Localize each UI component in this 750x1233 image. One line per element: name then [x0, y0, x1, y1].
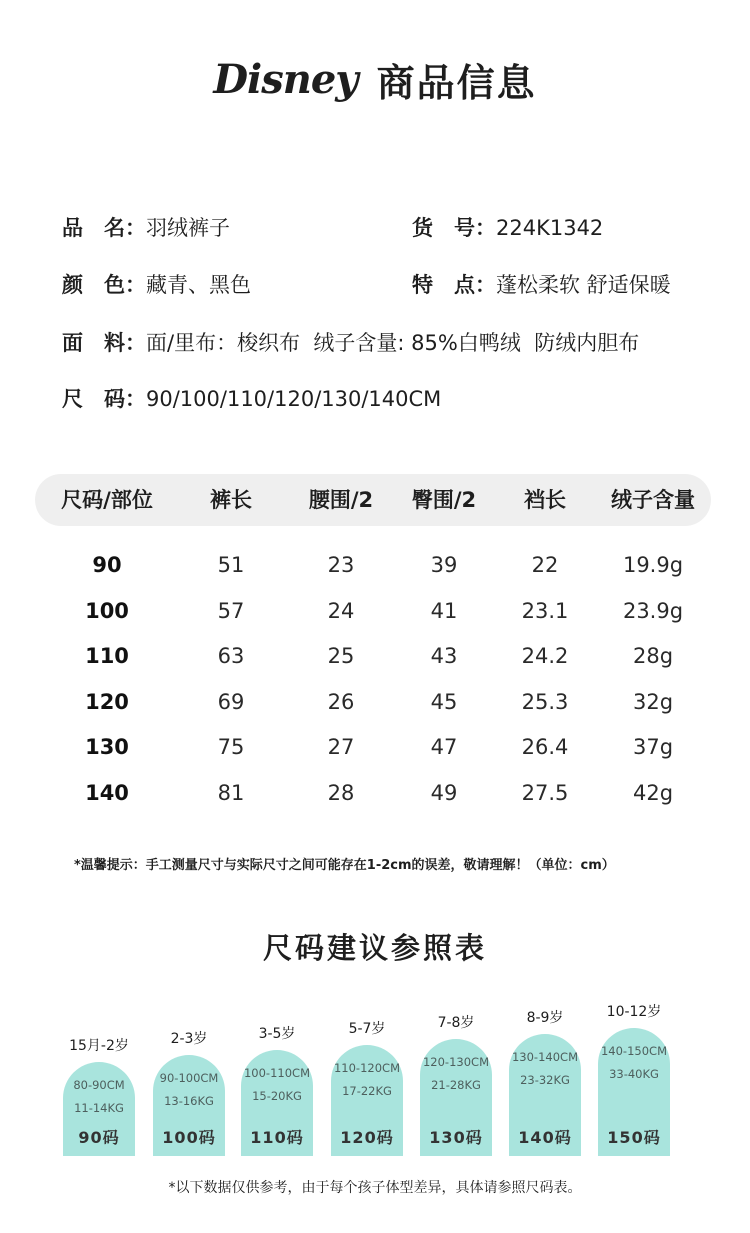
table-header-cell: 绒子含量 — [611, 488, 695, 512]
table-size-cell: 140 — [85, 780, 129, 805]
info-item-no-value: 224K1342 — [496, 216, 604, 240]
guide-size-code: 90码 — [78, 1128, 120, 1147]
table-size-cell: 90 — [92, 553, 122, 577]
info-fabric-value: 面/里布：梭织布 绒子含量: 85%白鸭绒 防绒内胆布 — [146, 331, 640, 355]
guide-height: 90-100CM — [159, 1071, 219, 1085]
table-size-cell: 110 — [85, 644, 129, 668]
guide-weight: 15-20KG — [252, 1089, 302, 1103]
table-cell: 57 — [217, 598, 245, 623]
table-cell: 32g — [632, 689, 674, 714]
guide-weight: 11-14KG — [74, 1101, 124, 1115]
table-cell: 47 — [430, 735, 458, 759]
table-cell: 45 — [430, 689, 458, 714]
table-cell: 37g — [632, 735, 674, 759]
table-header-cell: 裆长 — [524, 488, 566, 512]
table-cell: 26 — [327, 689, 355, 714]
guide-height: 100-110CM — [243, 1066, 310, 1080]
table-cell: 19.9g — [622, 553, 684, 577]
guide-size-code: 100码 — [162, 1128, 216, 1147]
table-cell: 27 — [327, 735, 355, 759]
table-header-cell: 裤长 — [210, 488, 252, 512]
guide-age: 2-3岁 — [170, 1031, 208, 1047]
table-cell: 26.4 — [521, 735, 569, 759]
table-header-cell: 腰围/2 — [308, 488, 374, 512]
info-name — [62, 211, 230, 245]
table-cell: 63 — [217, 644, 245, 668]
table-cell: 51 — [217, 553, 245, 577]
table-cell: 23 — [327, 553, 355, 577]
info-size-label: 尺 码： — [62, 387, 146, 411]
guide-height: 130-140CM — [511, 1050, 578, 1064]
table-cell: 42g — [632, 780, 674, 805]
table-cell: 81 — [217, 780, 245, 805]
guide-size-card — [153, 1055, 225, 1156]
guide-size-card — [63, 1062, 135, 1156]
info-item-no-label: 货 号： — [412, 216, 496, 240]
guide-height: 140-150CM — [600, 1044, 667, 1058]
guide-age: 10-12岁 — [606, 1004, 662, 1020]
guide-age: 15月-2岁 — [69, 1038, 129, 1054]
measure-note: *温馨提示：手工测量尺寸与实际尺寸之间可能存在1-2cm的误差，敬请理解！（单位：cm） — [74, 858, 615, 873]
guide-age: 8-9岁 — [526, 1010, 564, 1026]
guide-height: 80-90CM — [73, 1078, 125, 1092]
table-cell: 69 — [217, 689, 245, 714]
guide-size-card — [509, 1034, 581, 1156]
info-size — [62, 382, 441, 416]
guide-size-code: 150码 — [607, 1128, 661, 1147]
size-table-header — [35, 474, 711, 526]
table-header-cell: 尺码/部位 — [61, 488, 153, 512]
table-header-cell: 臀围/2 — [411, 488, 477, 512]
table-cell: 28g — [632, 644, 674, 668]
info-feature-label: 特 点： — [412, 273, 496, 297]
info-fabric-label: 面 料： — [62, 331, 146, 355]
table-cell: 27.5 — [521, 780, 569, 805]
table-cell: 39 — [430, 553, 458, 577]
table-cell: 28 — [327, 780, 355, 805]
table-size-cell: 130 — [85, 735, 129, 759]
table-cell: 23.1 — [521, 598, 569, 623]
guide-size-card — [241, 1050, 313, 1156]
info-color-label: 颜 色： — [62, 273, 146, 297]
guide-size-card — [331, 1045, 403, 1156]
info-feature-value: 蓬松柔软 舒适保暖 — [496, 273, 671, 297]
guide-weight: 33-40KG — [609, 1067, 659, 1081]
guide-weight: 13-16KG — [164, 1094, 214, 1108]
table-cell: 24 — [327, 598, 355, 623]
guide-age: 7-8岁 — [437, 1015, 475, 1031]
table-cell: 75 — [217, 735, 245, 759]
guide-age: 3-5岁 — [258, 1026, 296, 1042]
guide-weight: 17-22KG — [342, 1084, 392, 1098]
table-cell: 25.3 — [521, 689, 569, 714]
table-size-cell: 120 — [85, 689, 129, 714]
guide-size-code: 120码 — [340, 1128, 394, 1147]
guide-title: 尺码建议参照表 — [262, 931, 487, 965]
table-cell: 41 — [430, 598, 458, 623]
table-cell: 22 — [531, 553, 559, 577]
info-item-no — [412, 211, 603, 245]
guide-size-code: 140码 — [518, 1128, 572, 1147]
guide-size-code: 130码 — [429, 1128, 483, 1147]
table-cell: 23.9g — [622, 598, 684, 623]
page-title: 商品信息 — [376, 61, 537, 105]
table-size-cell: 100 — [85, 598, 129, 623]
table-cell: 24.2 — [521, 644, 569, 668]
guide-age: 5-7岁 — [348, 1021, 386, 1037]
guide-size-card — [598, 1028, 670, 1156]
info-size-value: 90/100/110/120/130/140CM — [146, 387, 442, 411]
guide-size-code: 110码 — [250, 1128, 304, 1147]
page-header — [0, 52, 750, 107]
guide-weight: 21-28KG — [431, 1078, 481, 1092]
disney-logo: Disney — [213, 56, 358, 103]
info-name-label: 品 名： — [62, 216, 146, 240]
info-feature — [412, 268, 671, 302]
info-name-value: 羽绒裤子 — [146, 216, 230, 240]
guide-height: 110-120CM — [333, 1061, 400, 1075]
info-color-value: 藏青、黑色 — [146, 273, 251, 297]
info-fabric — [62, 326, 639, 360]
info-color — [62, 268, 251, 302]
guide-size-card — [420, 1039, 492, 1156]
guide-note: *以下数据仅供参考，由于每个孩子体型差异，具体请参照尺码表。 — [168, 1180, 582, 1196]
table-cell: 43 — [430, 644, 458, 668]
table-cell: 25 — [327, 644, 355, 668]
guide-weight: 23-32KG — [520, 1073, 570, 1087]
table-cell: 49 — [430, 780, 458, 805]
guide-height: 120-130CM — [422, 1055, 489, 1069]
